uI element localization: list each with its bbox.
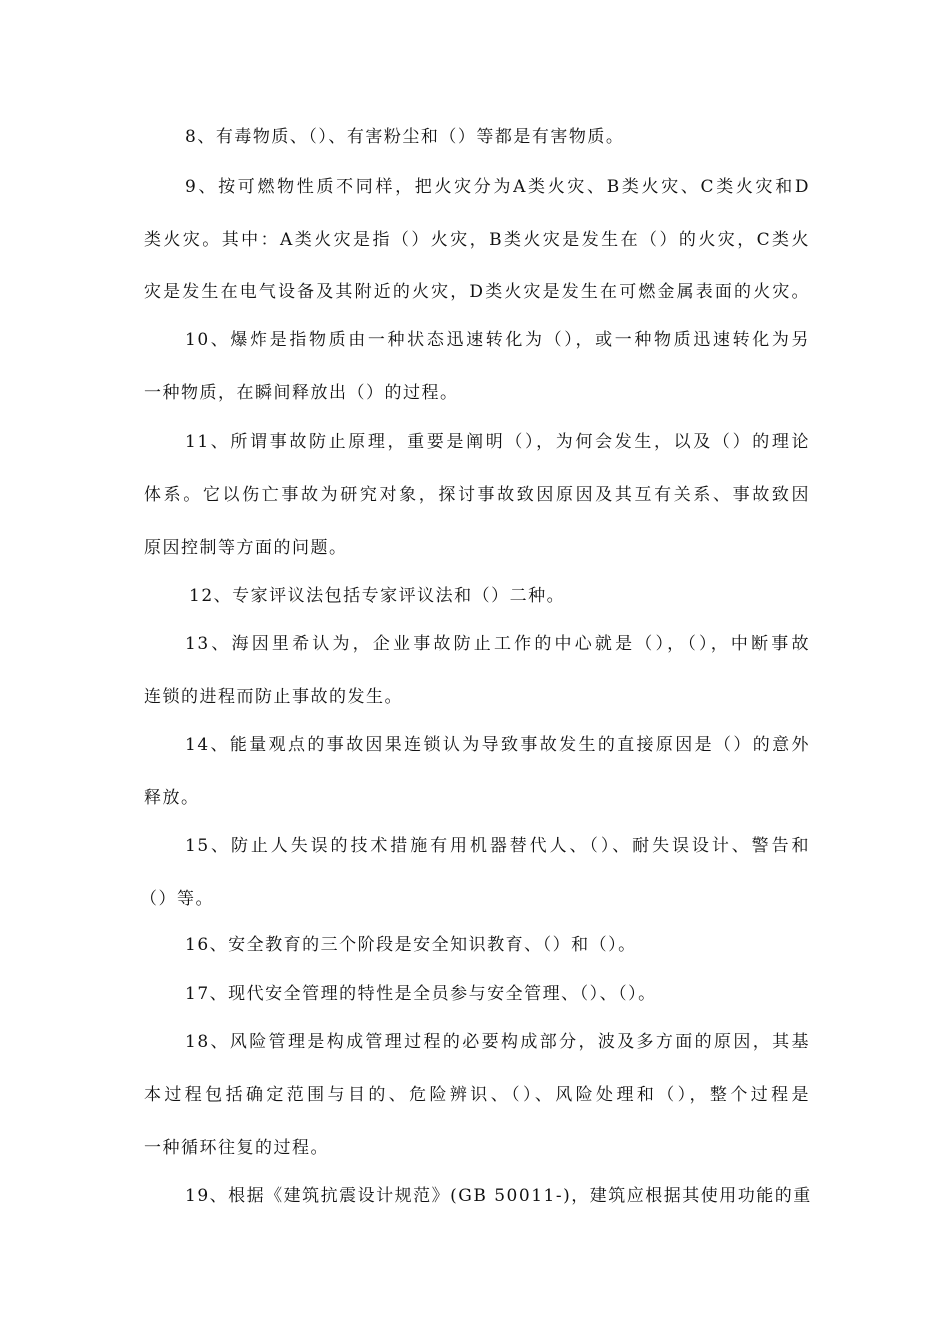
question-13-line-1: 13、海因里希认为，企业事故防止工作的中心就是（），（），中断事故 (185, 634, 810, 654)
question-8-line-1: 8、有毒物质、（）、有害粉尘和（）等都是有害物质。 (185, 127, 625, 147)
question-10-line-1: 10、爆炸是指物质由一种状态迅速转化为（），或一种物质迅速转化为另 (185, 330, 810, 350)
question-18-line-1: 18、风险管理是构成管理过程的必要构成部分，波及多方面的原因，其基 (185, 1032, 810, 1052)
question-10-line-2: 一种物质，在瞬间释放出（）的过程。 (144, 383, 459, 403)
question-15-line-1: 15、防止人失误的技术措施有用机器替代人、（）、耐失误设计、警告和 (185, 836, 810, 856)
question-11-line-2: 体系。它以伤亡事故为研究对象，探讨事故致因原因及其互有关系、事故致因 (144, 485, 810, 505)
question-18-line-2: 本过程包括确定范围与目的、危险辨识、（）、风险处理和（），整个过程是 (144, 1085, 810, 1105)
question-9-line-1: 9、按可燃物性质不同样，把火灾分为A类火灾、B类火灾、C类火灾和D (185, 177, 810, 197)
question-9-line-3: 灾是发生在电气设备及其附近的火灾，D类火灾是发生在可燃金属表面的火灾。 (144, 282, 810, 302)
question-14-line-1: 14、能量观点的事故因果连锁认为导致事故发生的直接原因是（）的意外 (185, 735, 810, 755)
question-11-line-1: 11、所谓事故防止原理，重要是阐明（），为何会发生，以及（）的理论 (185, 432, 810, 452)
question-18-line-3: 一种循环往复的过程。 (144, 1138, 329, 1158)
question-14-line-2: 释放。 (144, 788, 200, 808)
question-17-line-1: 17、现代安全管理的特性是全员参与安全管理、（）、（）。 (185, 984, 657, 1004)
question-11-line-3: 原因控制等方面的问题。 (144, 538, 348, 558)
question-19-line-1: 19、根据《建筑抗震设计规范》(GB 50011-)，建筑应根据其使用功能的重 (185, 1186, 812, 1206)
question-12-line-1: 12、专家评议法包括专家评议法和（）二种。 (189, 586, 566, 606)
question-9-line-2: 类火灾。其中：A类火灾是指（）火灾，B类火灾是发生在（）的火灾，C类火 (144, 230, 810, 250)
question-13-line-2: 连锁的进程而防止事故的发生。 (144, 687, 403, 707)
question-15-line-2: （）等。 (140, 889, 214, 909)
question-16-line-1: 16、安全教育的三个阶段是安全知识教育、（）和（）。 (185, 935, 637, 955)
